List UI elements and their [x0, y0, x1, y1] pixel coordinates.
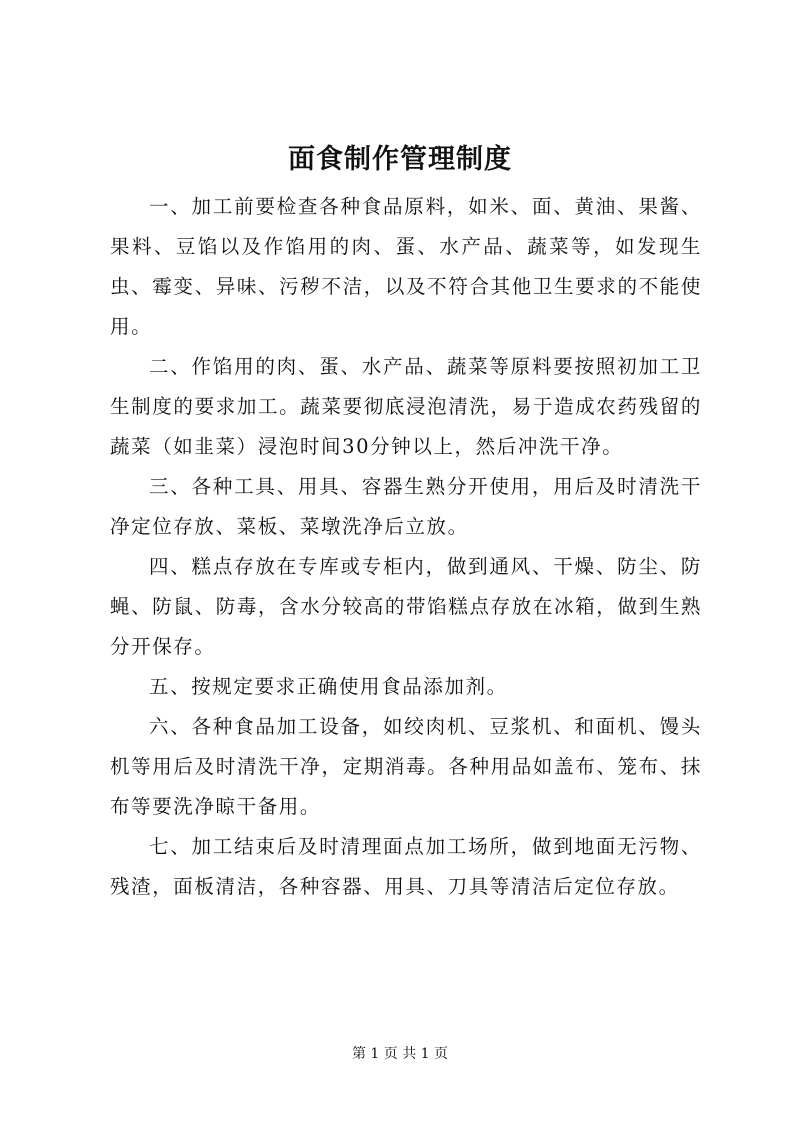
- paragraph-4: 四、糕点存放在专库或专柜内，做到通风、干燥、防尘、防蝇、防鼠、防毒，含水分较高的带馅糕点存放在冰箱，做到生熟分开保存。: [110, 555, 702, 658]
- paragraph-2: 二、作馅用的肉、蛋、水产品、蔬菜等原料要按照初加工卫生制度的要求加工。蔬菜要彻底浸泡清洗，易于造成农药残留的蔬菜（如韭菜）浸泡时间30分钟以上，然后冲洗干净。: [110, 355, 702, 458]
- page-footer: 第 1 页 共 1 页: [351, 1046, 449, 1062]
- paragraph-6: 六、各种食品加工设备，如绞肉机、豆浆机、和面机、馒头机等用后及时清洗干净，定期消毒。各种用品如盖布、笼布、抹布等要洗净晾干备用。: [110, 715, 702, 818]
- paragraph-5: 五、按规定要求正确使用食品添加剂。: [149, 675, 508, 698]
- paragraph-7: 七、加工结束后及时清理面点加工场所，做到地面无污物、残渣，面板清洁，各种容器、用具、刀具等清洁后定位存放。: [110, 835, 702, 898]
- paragraph-1: 一、加工前要检查各种食品原料，如米、面、黄油、果酱、果料、豆馅以及作馅用的肉、蛋、水产品、蔬菜等，如发现生虫、霉变、异味、污秽不洁，以及不符合其他卫生要求的不能使用。: [110, 195, 702, 338]
- paragraph-3: 三、各种工具、用具、容器生熟分开使用，用后及时清洗干净定位存放、菜板、菜墩洗净后立放。: [110, 475, 702, 538]
- document-body: [110, 187, 702, 907]
- document-title: 面食制作管理制度: [288, 144, 512, 175]
